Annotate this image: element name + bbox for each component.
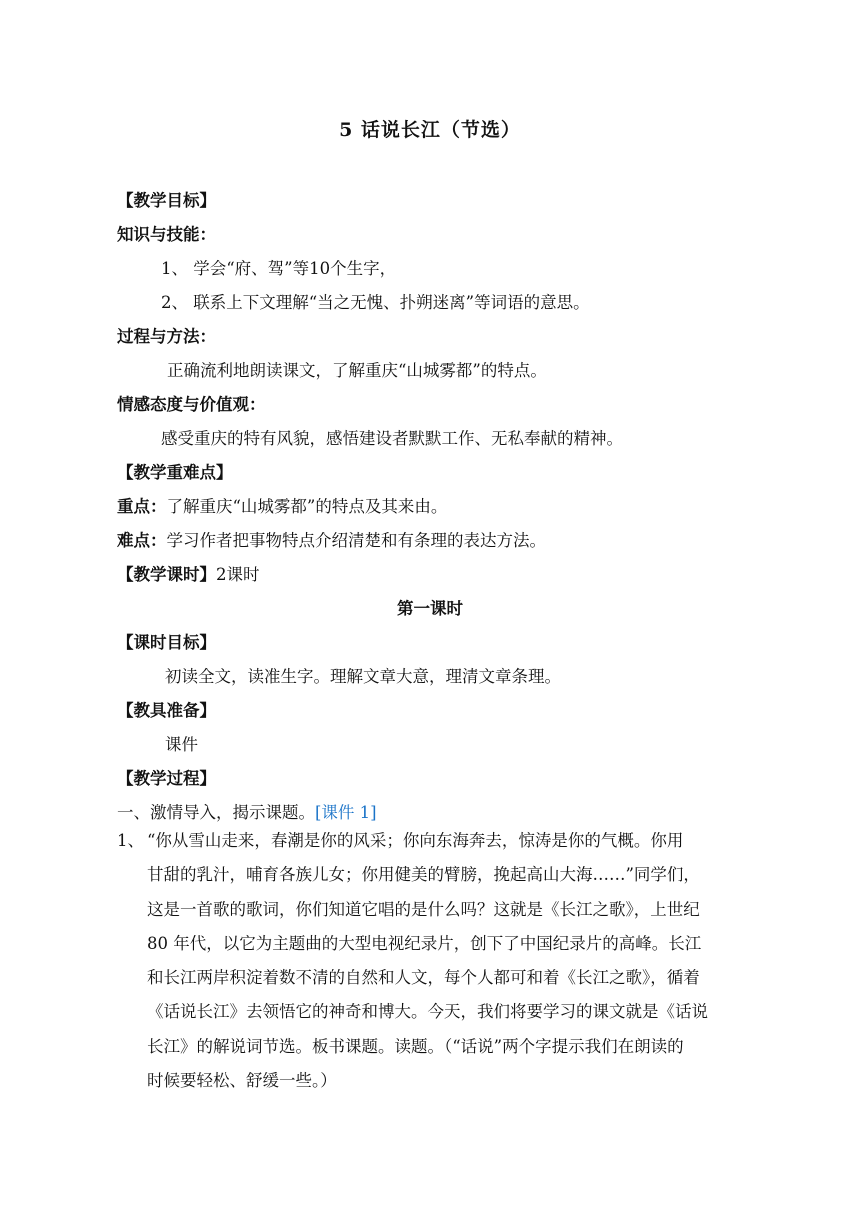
- paragraph-line-text: 甘甜的乳汁，哺育各族儿女；你用健美的臂膀，挽起高山大海……”同学们，: [147, 865, 700, 885]
- tools-heading: 【教具准备】: [117, 701, 216, 720]
- first-lesson-heading: 第一课时: [397, 599, 463, 618]
- knowledge-skills-heading: 知识与技能：: [117, 225, 216, 244]
- paragraph-line-text: 时候要轻松、舒缓一些。）: [147, 1071, 337, 1091]
- teaching-hours-text: 2课时: [216, 565, 260, 584]
- paragraph-line: [117, 967, 729, 1001]
- paragraph-line-text: 长江》的解说词节选。板书课题。读题。（“话说”两个字提示我们在朗读的: [147, 1036, 684, 1056]
- key-difficult-heading: 【教学重难点】: [117, 463, 233, 482]
- paragraph-line: [117, 864, 729, 898]
- tools-text: 课件: [165, 735, 198, 754]
- knowledge-item-2: 2、 联系上下文理解“当之无愧、扑朔迷离”等词语的意思。: [161, 293, 590, 312]
- step-1-text: 一、激情导入，揭示课题。: [117, 803, 315, 822]
- paragraph-line: [117, 1070, 729, 1104]
- paragraph-line: [117, 1001, 729, 1035]
- emotion-values-heading: 情感态度与价值观：: [117, 395, 266, 414]
- teaching-goals-heading: 【教学目标】: [117, 191, 216, 210]
- lesson-goals-heading: 【课时目标】: [117, 633, 216, 652]
- paragraph-line-text: 《话说长江》去领悟它的神奇和博大。今天，我们将要学习的课文就是《话说: [147, 1002, 708, 1022]
- difficult-point-text: 学习作者把事物特点介绍清楚和有条理的表达方法。: [166, 531, 546, 550]
- intro-paragraph: [117, 830, 729, 1104]
- paragraph-line: [117, 899, 729, 933]
- paragraph-number: 1、: [117, 831, 144, 850]
- paragraph-line-text: 这是一首歌的歌词，你们知道它唱的是什么吗？这就是《长江之歌》，上世纪: [147, 899, 700, 919]
- document-title: 5 话说长江（节选）: [339, 119, 521, 141]
- knowledge-item-1: 1、 学会“府、驾”等10个生字，: [161, 259, 397, 278]
- paragraph-line-text: “你从雪山走来，春潮是你的风采；你向东海奔去，惊涛是你的气概。你用: [147, 831, 684, 850]
- lesson-goals-text: 初读全文，读准生字。理解文章大意，理清文章条理。: [165, 667, 561, 686]
- key-point-line: [117, 496, 447, 518]
- paragraph-line: [117, 933, 729, 967]
- difficult-point-label: 难点：: [117, 531, 167, 550]
- step-1-line: [117, 802, 377, 824]
- teaching-hours-line: [117, 564, 260, 586]
- difficult-point-line: [117, 530, 546, 552]
- teaching-hours-label: 【教学课时】: [117, 565, 216, 584]
- process-methods-heading: 过程与方法：: [117, 327, 216, 346]
- process-methods-text: 正确流利地朗读课文，了解重庆“山城雾都”的特点。: [167, 361, 547, 380]
- key-point-label: 重点：: [117, 497, 167, 516]
- paragraph-line-text: 80 年代，以它为主题曲的大型电视纪录片，创下了中国纪录片的高峰。长江: [147, 933, 702, 953]
- courseware-link[interactable]: [课件 1]: [315, 803, 377, 822]
- paragraph-line: [117, 830, 729, 864]
- emotion-values-text: 感受重庆的特有风貌，感悟建设者默默工作、无私奉献的精神。: [161, 429, 623, 448]
- teaching-process-heading: 【教学过程】: [117, 769, 216, 788]
- paragraph-line-text: 和长江两岸积淀着数不清的自然和人文，每个人都可和着《长江之歌》，循着: [147, 968, 700, 988]
- paragraph-line: [117, 1036, 729, 1070]
- key-point-text: 了解重庆“山城雾都”的特点及其来由。: [166, 497, 448, 516]
